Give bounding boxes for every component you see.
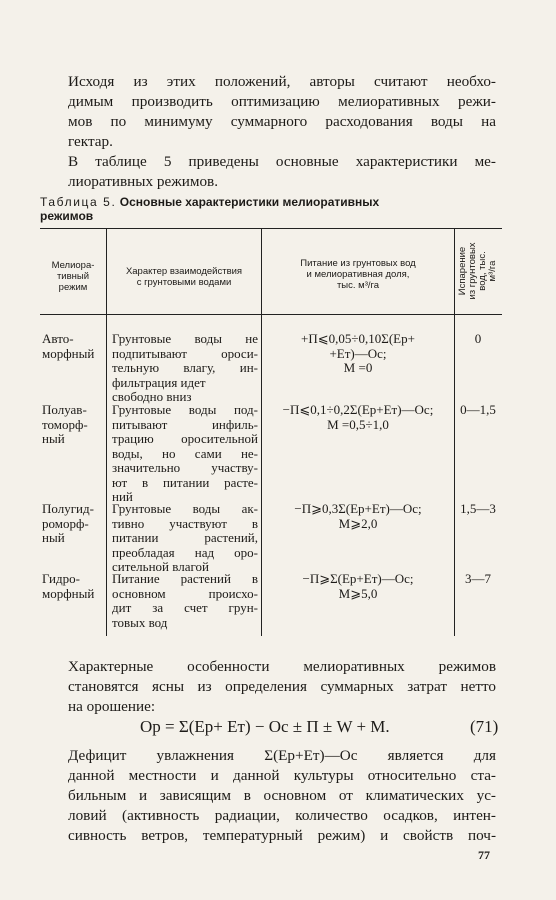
text-line: Грунтовые воды не xyxy=(112,331,258,346)
row-regime: Полугид- роморф- ный xyxy=(42,501,94,545)
row-feeding: +П⩽0,05÷0,10Σ(Eр+ +Eт)—Ос; М =0 xyxy=(301,331,415,375)
text-line: питании растений, xyxy=(112,530,258,545)
row-evaporation: 1,5—3 xyxy=(460,501,496,516)
text-line: Питание растений в xyxy=(112,571,258,586)
text-line: сительной влагой xyxy=(112,559,209,574)
text-line: фильтрация идет xyxy=(112,374,206,390)
text-line: свободно вниз xyxy=(112,389,192,404)
text-line: значительно участву- xyxy=(112,460,258,475)
header-interaction: Характер взаимодействия с грунтовыми водами xyxy=(125,266,243,288)
table-title-line1: Основные характеристики мелиоративных xyxy=(119,195,380,209)
text-line: преобладая над оро- xyxy=(112,544,258,560)
equation-expression: Ор = Σ(Eр+ Eт) − Ос ± П ± W + М. xyxy=(140,717,390,736)
table-rule-header xyxy=(40,314,502,315)
header-evaporation: Испарение из грунтовых вод, тыс. м³/га xyxy=(457,242,498,300)
text-line: воды, но сами не- xyxy=(112,445,258,461)
text-line: ловий (активность радиации, количество осадков, интен- xyxy=(68,807,496,824)
text-line: трацию оросительной xyxy=(112,431,258,446)
text-line: Грунтовые воды ак- xyxy=(112,501,258,516)
table-caption xyxy=(40,195,510,223)
paragraph-1 xyxy=(68,72,496,152)
text-line: мов по минимуму суммарного расходования воды на xyxy=(68,113,496,130)
text-line: ний xyxy=(112,489,133,504)
row-evaporation: 3—7 xyxy=(465,571,491,586)
table-label: Таблица 5. xyxy=(40,195,117,209)
text-line: Исходя из этих положений, авторы считают необхо- xyxy=(68,73,496,90)
row-evaporation: 0 xyxy=(474,331,482,346)
table-col-divider xyxy=(106,228,107,636)
text-line: Характерные особенности мелиоративных режимов xyxy=(68,658,496,675)
row-feeding: −П⩾0,3Σ(Eр+Eт)—Ос; М⩾2,0 xyxy=(294,501,422,531)
text-line: димым производить оптимизацию мелиоративных режи- xyxy=(68,93,496,110)
text-line: В таблице 5 приведены основные характеристики ме- xyxy=(68,153,496,170)
equation-number: (71) xyxy=(470,717,499,736)
row-interaction xyxy=(112,502,258,575)
equation-71 xyxy=(140,717,500,737)
text-line: бильным и зависящим в основном от климатических ус- xyxy=(68,787,496,804)
text-line: основном происхо- xyxy=(112,585,258,601)
regimes-table xyxy=(40,228,502,636)
row-regime: Полуав- томорф- ный xyxy=(42,402,88,446)
table-title-line2: режимов xyxy=(40,209,94,223)
text-line: тельную влагу, ин- xyxy=(112,360,258,375)
text-line: гектар. xyxy=(68,133,113,150)
row-feeding: −П⩽0,1÷0,2Σ(Eр+Eт)—Ос; М =0,5÷1,0 xyxy=(282,402,434,432)
paragraph-2 xyxy=(68,152,496,192)
text-line: тивно участвуют в xyxy=(112,515,258,531)
text-line: товых вод xyxy=(112,614,168,630)
text-line: Дефицит увлажнения Σ(Eр+Eт)—Ос является для xyxy=(68,747,496,764)
page-number: 77 xyxy=(478,848,490,862)
header-feeding: Питание из грунтовых вод и мелиоративная доля, тыс. м³/га xyxy=(300,258,416,291)
text-line: сивность ветров, температурный режим) и свойств поч- xyxy=(68,827,496,844)
row-feeding: −П⩾Σ(Eр+Eт)—Ос; М⩾5,0 xyxy=(302,571,414,601)
text-line: данной местности и данной культуры относительно ста- xyxy=(68,767,496,784)
row-interaction xyxy=(112,403,258,505)
header-regime: Мелиора- тивный режим xyxy=(51,260,95,293)
text-line: лиоративных режимов. xyxy=(68,173,219,190)
row-evaporation: 0—1,5 xyxy=(460,402,496,417)
text-line: подпитывают ороси- xyxy=(112,345,258,361)
row-interaction xyxy=(112,572,258,630)
row-interaction xyxy=(112,332,258,405)
text-line: дит за счет грун- xyxy=(112,600,258,615)
text-line: питывают инфиль- xyxy=(112,416,258,432)
row-regime: Авто- морфный xyxy=(42,331,95,361)
text-line: на орошение: xyxy=(68,698,156,715)
text-line: становятся ясны из определения суммарных затрат нетто xyxy=(68,678,496,695)
paragraph-3 xyxy=(68,657,496,717)
text-line: Грунтовые воды под- xyxy=(112,402,258,417)
row-regime: Гидро- морфный xyxy=(42,571,95,601)
text-line: ют в питании расте- xyxy=(112,474,258,490)
paragraph-4 xyxy=(68,746,496,846)
table-rule-top xyxy=(40,228,502,229)
